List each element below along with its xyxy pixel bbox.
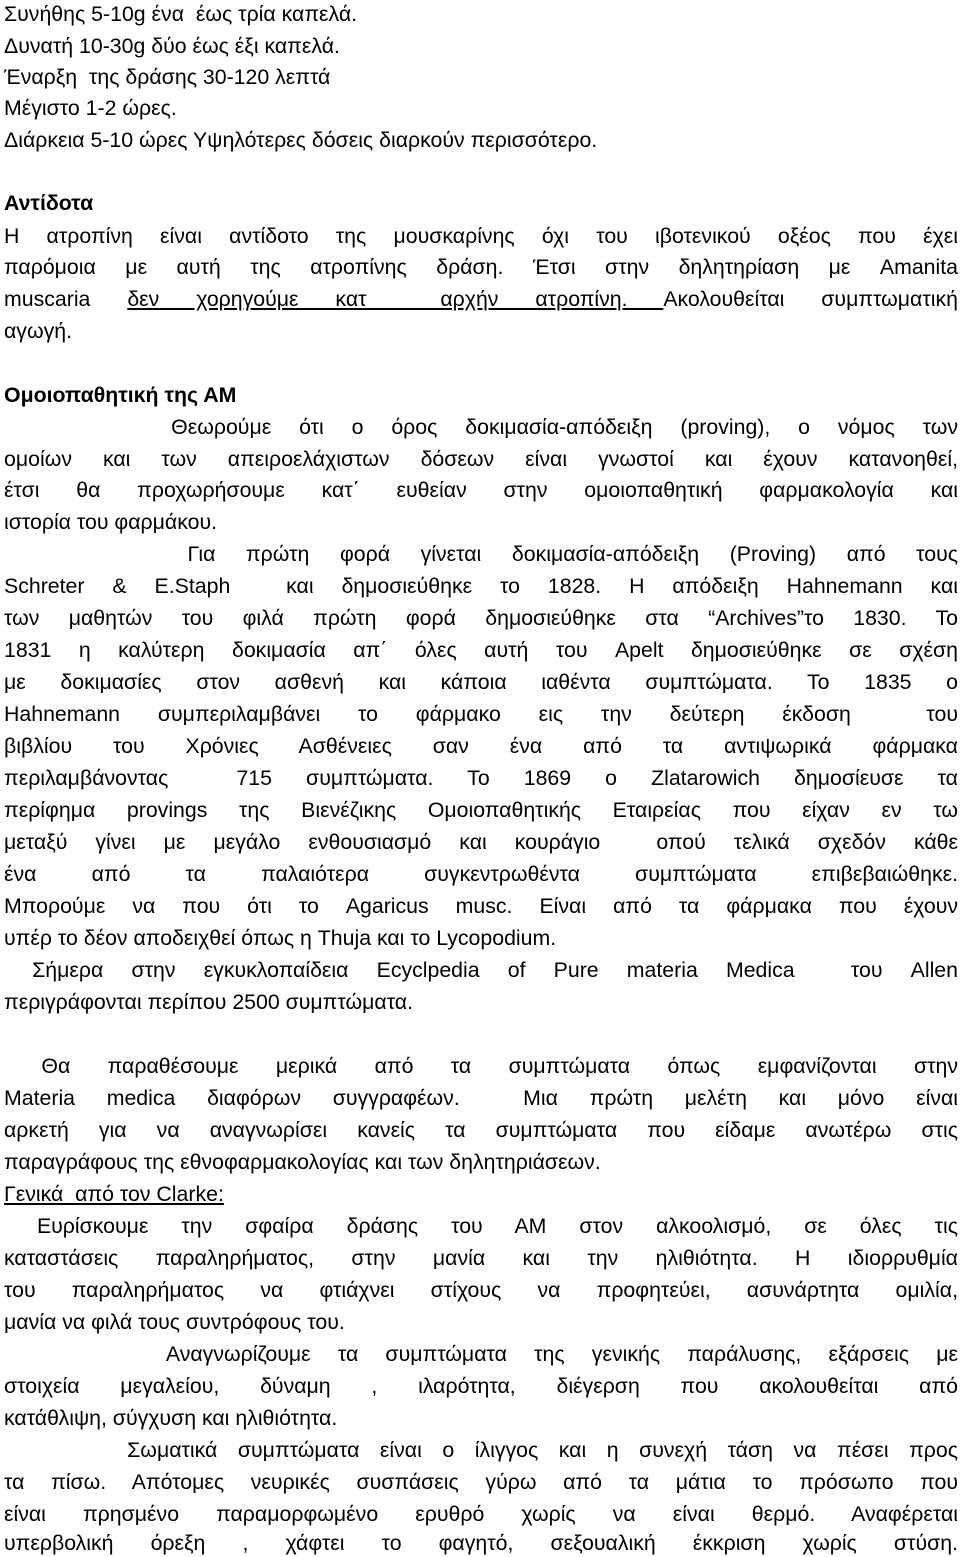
clarke-line: του παραληρήματος να φτιάχνει στίχους να προφητεύει, ασυνάρτητα ομιλία, (4, 1278, 958, 1302)
dosage-duration: Διάρκεια 5-10 ώρες Υψηλότερες δόσεις διαρκούν περισσότερο. (4, 128, 598, 152)
symptoms-intro-line: παραγράφους της εθνοφαρμακολογίας και των δηλητηριάσεων. (4, 1150, 601, 1174)
dosage-maximum: Μέγιστο 1-2 ώρες. (4, 96, 177, 120)
antidote-line-2: παρόμοια με αυτή της ατροπίνης δράση. Έτσι στην δηλητηρίαση με Amanita (4, 255, 958, 279)
homeopathy-line: των μαθητών του φιλά πρώτη φορά δημοσιεύθηκε στα “Archives”το 1830. Το (4, 606, 958, 630)
homeopathy-line: Schreter & E.Staph και δημοσιεύθηκε το 1828. Η απόδειξη Hahnemann και (4, 574, 958, 598)
antidote-line-3-rest: Ακολουθείται συμπτωματική (663, 287, 959, 311)
symptoms-intro-line: Materia medica διαφόρων συγγραφέων. Μια πρώτη μελέτη και μόνο είναι (4, 1086, 958, 1110)
homeopathy-line: περιλαμβάνοντας 715 συμπτώματα. Το 1869 ο Zlatarowich δημοσίευσε τα (4, 766, 958, 790)
homeopathy-line: ιστορία του φαρμάκου. (4, 510, 218, 534)
symptoms-intro-line: αρκετή για να αναγνωρίσει κανείς τα συμπτώματα που είδαμε ανωτέρω στις (4, 1118, 958, 1142)
homeopathy-line: μεταξύ γίνει με μεγάλο ενθουσιασμό και κουράγιο οπού τελικά σχεδόν κάθε (4, 830, 958, 854)
symptoms-intro-line: Θα παραθέσουμε μερικά από τα συμπτώματα όπως εμφανίζονται στην (4, 1054, 958, 1078)
antidote-underlined-text: δεν χορηγούμε κατ αρχήν ατροπίνη. (127, 287, 664, 311)
homeopathy-line: έτσι θα προχωρήσουμε κατ΄ ευθείαν στην ομοιοπαθητική φαρμακολογία και (4, 478, 958, 502)
clarke-line: Σωματικά συμπτώματα είναι ο ίλιγγος και η συνεχή τάση να πέσει προς (4, 1438, 958, 1462)
clarke-line: Ευρίσκουμε την σφαίρα δράσης του ΑΜ στον αλκοολισμό, σε όλες τις (4, 1214, 958, 1238)
homeopathy-line: Για πρώτη φορά γίνεται δοκιμασία-απόδειξη (Proving) από τους (4, 542, 958, 566)
homeopathy-line: Θεωρούμε ότι ο όρος δοκιμασία-απόδειξη (proving), ο νόμος των (4, 415, 958, 439)
clarke-line: Αναγνωρίζουμε τα συμπτώματα της γενικής παράλυσης, εξάρσεις με (4, 1342, 958, 1366)
clarke-line: καταστάσεις παραληρήματος, στην μανία και την ηλιθιότητα. Η ιδιορρυθμία (4, 1246, 958, 1270)
clarke-heading: Γενικά από τον Clarke: (4, 1182, 224, 1206)
antidote-line-3 (4, 286, 958, 312)
clarke-line: στοιχεία μεγαλείου, δύναμη , ιλαρότητα, διέγερση που ακολουθείται από (4, 1374, 958, 1398)
dosage-possible: Δυνατή 10-30g δύο έως έξι καπελά. (4, 34, 340, 58)
homeopathy-line: υπέρ το δέον αποδειχθεί όπως η Thuja και το Lycopodium. (4, 926, 557, 950)
dosage-onset: Έναρξη της δράσης 30-120 λεπτά (4, 65, 331, 89)
antidote-heading: Αντίδοτα (4, 191, 94, 215)
homeopathy-line: Hahnemann συμπεριλαμβάνει το φάρμακο εις την δεύτερη έκδοση του (4, 702, 958, 726)
antidote-line-4: αγωγή. (4, 319, 72, 343)
homeopathy-line: Μπορούμε να που ότι το Agaricus musc. Είναι από τα φάρμακα που έχουν (4, 894, 958, 918)
homeopathy-line: βιβλίου του Χρόνιες Ασθένειες σαν ένα από τα αντιψωρικά φάρμακα (4, 734, 958, 758)
antidote-line-1: Η ατροπίνη είναι αντίδοτο της μουσκαρίνης όχι του ιβοτενικού οξέος που έχει (4, 224, 958, 248)
antidote-line-3-plain: muscaria (4, 287, 128, 311)
dosage-usual: Συνήθης 5-10g ένα έως τρία καπελά. (4, 2, 358, 26)
homeopathy-line: ένα από τα παλαιότερα συγκεντρωθέντα συμπτώματα επιβεβαιώθηκε. (4, 862, 958, 886)
homeopathy-line: περίφημα provings της Βιενέζικης Ομοιοπαθητικής Εταιρείας που είχαν εν τω (4, 798, 958, 822)
clarke-line: μανία να φιλά τους συντρόφους του. (4, 1310, 345, 1334)
homeopathy-line: 1831 η καλύτερη δοκιμασία απ΄ όλες αυτή του Apelt δημοσιεύθηκε σε σχέση (4, 638, 958, 662)
homeopathy-line: περιγράφονται περίπου 2500 συμπτώματα. (4, 990, 414, 1014)
homeopathy-heading: Ομοιοπαθητική της ΑΜ (4, 383, 237, 407)
clarke-line: υπερβολική όρεξη , χάφτει το φαγητό, σεξουαλική έκκριση χωρίς στύση. (4, 1531, 958, 1555)
homeopathy-line: Σήμερα στην εγκυκλοπαίδεια Ecyclpedia of Pure materia Medica του Allen (4, 958, 958, 982)
clarke-line: είναι πρησμένο παραμορφωμένο ερυθρό χωρίς να είναι θερμό. Αναφέρεται (4, 1502, 958, 1526)
clarke-line: κατάθλιψη, σύγχυση και ηλιθιότητα. (4, 1406, 338, 1430)
homeopathy-line: με δοκιμασίες στον ασθενή και κάποια ιαθέντα συμπτώματα. Το 1835 ο (4, 670, 958, 694)
homeopathy-line: ομοίων και των απειροελάχιστων δόσεων είναι γνωστοί και έχουν κατανοηθεί, (4, 447, 958, 471)
clarke-line: τα πίσω. Απότομες νευρικές συσπάσεις γύρω από τα μάτια το πρόσωπο που (4, 1470, 958, 1494)
